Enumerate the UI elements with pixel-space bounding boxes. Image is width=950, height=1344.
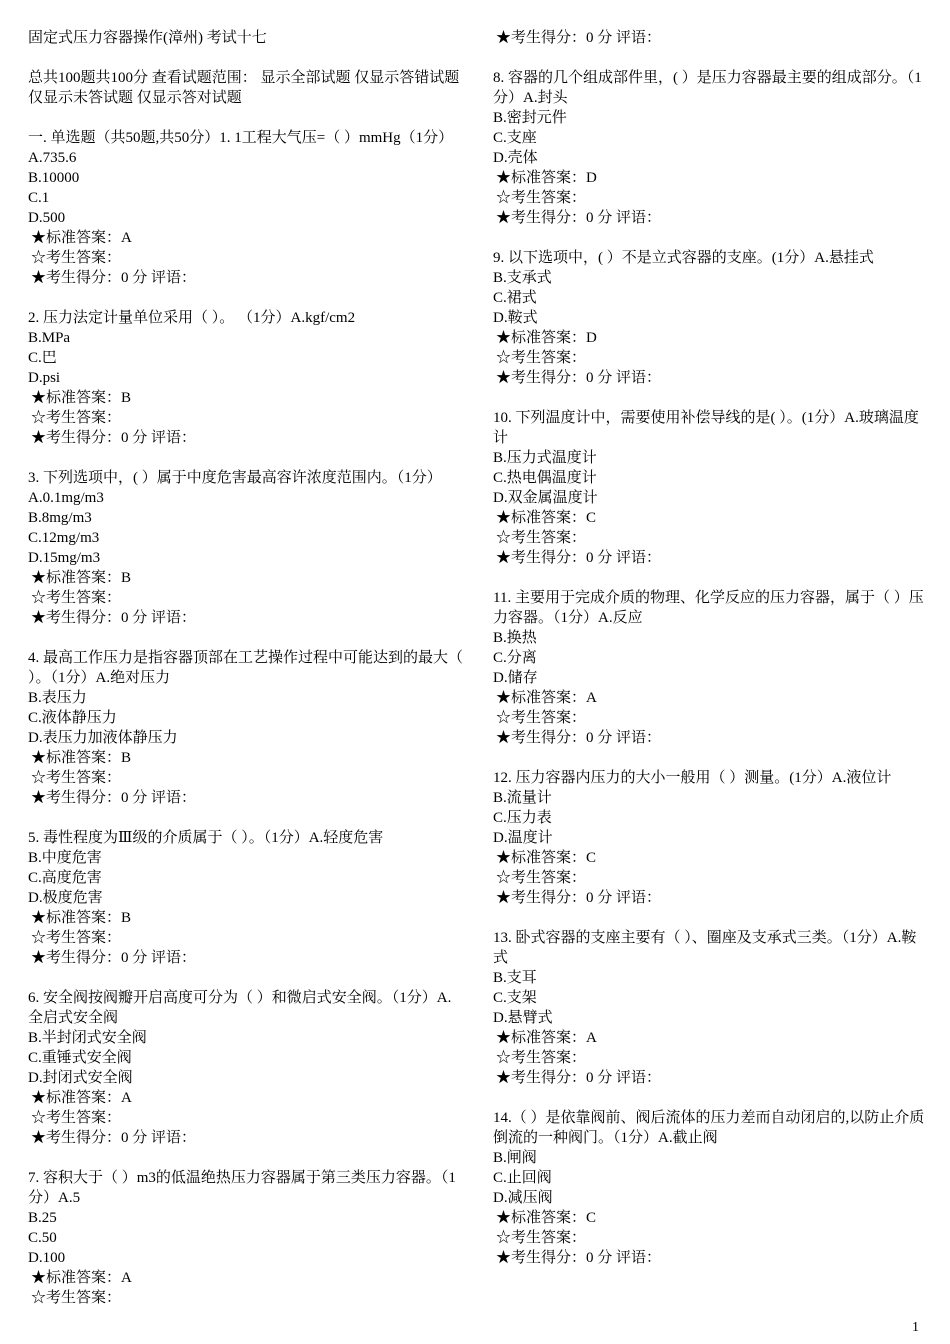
examinee-answer: ☆考生答案：	[31, 250, 122, 266]
question-item	[28, 828, 464, 968]
option: C.压力表	[493, 810, 552, 826]
option: C.1	[28, 190, 50, 206]
score-summary-filter: 总共100题共100分 查看试题范围： 显示全部试题 仅显示答错试题 仅显示未答试题 仅显示答对试题	[28, 70, 460, 106]
examinee-answer: ☆考生答案：	[31, 410, 122, 426]
option: D.psi	[28, 370, 61, 386]
standard-answer: ★标准答案：A	[31, 230, 132, 246]
examinee-score: ★考生得分：0 分 评语：	[496, 210, 662, 226]
examinee-answer: ☆考生答案：	[31, 1290, 122, 1306]
question-stem: 8. 容器的几个组成部件里，( ）是压力容器最主要的组成部分。（1分）A.封头	[493, 70, 922, 106]
option: B.流量计	[493, 790, 552, 806]
option: D.鞍式	[493, 310, 538, 326]
examinee-score: ★考生得分：0 分 评语：	[31, 270, 197, 286]
option: B.压力式温度计	[493, 450, 597, 466]
examinee-score: ★考生得分：0 分 评语：	[31, 790, 197, 806]
question-item	[493, 1108, 930, 1268]
question-stem: 2. 压力法定计量单位采用（ ）。 （1分）A.kgf/cm2	[28, 310, 356, 326]
option: C.裙式	[493, 290, 537, 306]
option: C.分离	[493, 650, 537, 666]
option: D.表压力加液体静压力	[28, 730, 178, 746]
examinee-answer: ☆考生答案：	[496, 1050, 587, 1066]
option: D.悬臂式	[493, 1010, 553, 1026]
question-stem: 1. 1工程大气压=（ ）mmHg（1分）A.735.6	[28, 130, 454, 166]
option: D.储存	[493, 670, 538, 686]
section-heading-and-q1	[28, 128, 464, 168]
standard-answer: ★标准答案：A	[31, 1090, 132, 1106]
examinee-score: ★考生得分：0 分 评语：	[496, 30, 662, 46]
option: B.8mg/m3	[28, 510, 92, 526]
option: C.支座	[493, 130, 537, 146]
option: D.500	[28, 210, 66, 226]
question-item	[493, 408, 930, 568]
option: B.25	[28, 1210, 57, 1226]
option: B.支耳	[493, 970, 537, 986]
option: B.MPa	[28, 330, 71, 346]
standard-answer: ★标准答案：A	[496, 690, 597, 706]
examinee-answer: ☆考生答案：	[31, 590, 122, 606]
examinee-score: ★考生得分：0 分 评语：	[31, 950, 197, 966]
option: D.温度计	[493, 830, 553, 846]
option: D.极度危害	[28, 890, 103, 906]
question-item	[28, 988, 464, 1148]
examinee-answer: ☆考生答案：	[496, 190, 587, 206]
option: C.高度危害	[28, 870, 102, 886]
option: C.12mg/m3	[28, 530, 100, 546]
option: B.换热	[493, 630, 537, 646]
standard-answer: ★标准答案：A	[31, 1270, 132, 1286]
option: C.液体静压力	[28, 710, 117, 726]
examinee-score: ★考生得分：0 分 评语：	[496, 370, 662, 386]
examinee-score: ★考生得分：0 分 评语：	[496, 890, 662, 906]
question-stem: 13. 卧式容器的支座主要有（ ）、圈座及支承式三类。（1分）A.鞍式	[493, 930, 917, 966]
option: B.表压力	[28, 690, 87, 706]
question-item	[28, 1168, 464, 1308]
question-item	[493, 768, 930, 908]
question-item	[28, 308, 464, 448]
question-stem: 9. 以下选项中，( ）不是立式容器的支座。(1分）A.悬挂式	[493, 250, 874, 266]
option: D.壳体	[493, 150, 538, 166]
standard-answer: ★标准答案：D	[496, 330, 597, 346]
page-number: 1	[912, 1320, 919, 1335]
document-title: 固定式压力容器操作(漳州) 考试十七	[28, 30, 267, 46]
standard-answer: ★标准答案：B	[31, 390, 132, 406]
question-item	[28, 468, 464, 628]
examinee-score: ★考生得分：0 分 评语：	[31, 430, 197, 446]
question-stem: 14.（ ）是依靠阀前、阀后流体的压力差而自动闭启的,以防止介质倒流的一种阀门。（1分）A.截止阀	[493, 1110, 925, 1146]
spacer	[28, 108, 464, 128]
standard-answer: ★标准答案：D	[496, 170, 597, 186]
standard-answer: ★标准答案：A	[496, 1030, 597, 1046]
examinee-answer: ☆考生答案：	[496, 530, 587, 546]
standard-answer: ★标准答案：C	[496, 850, 597, 866]
spacer	[28, 48, 464, 68]
question-stem: 3. 下列选项中，( ）属于中度危害最高容许浓度范围内。（1分）A.0.1mg/m3	[28, 470, 442, 506]
option: B.半封闭式安全阀	[28, 1030, 147, 1046]
question-item	[493, 928, 930, 1088]
examinee-answer: ☆考生答案：	[496, 710, 587, 726]
option: B.中度危害	[28, 850, 102, 866]
standard-answer: ★标准答案：B	[31, 750, 132, 766]
question-stem: 7. 容积大于（ ）m3的低温绝热压力容器属于第三类压力容器。（1分）A.5	[28, 1170, 456, 1206]
standard-answer: ★标准答案：C	[496, 510, 597, 526]
question-item	[493, 588, 930, 748]
option: C.巴	[28, 350, 57, 366]
examinee-score: ★考生得分：0 分 评语：	[496, 1250, 662, 1266]
question-stem: 6. 安全阀按阀瓣开启高度可分为（ ）和微启式安全阀。（1分）A.全启式安全阀	[28, 990, 452, 1026]
option: C.50	[28, 1230, 57, 1246]
examinee-answer: ☆考生答案：	[496, 1230, 587, 1246]
examinee-score: ★考生得分：0 分 评语：	[496, 730, 662, 746]
option: C.热电偶温度计	[493, 470, 597, 486]
option: B.10000	[28, 170, 80, 186]
examinee-answer: ☆考生答案：	[31, 1110, 122, 1126]
question-stem: 4. 最高工作压力是指容器顶部在工艺操作过程中可能达到的最大（ ）。（1分）A.绝对压力	[28, 650, 464, 686]
question-item	[493, 248, 930, 388]
question-stem: 12. 压力容器内压力的大小一般用（ ）测量。(1分）A.液位计	[493, 770, 892, 786]
section-heading: 一. 单选题（共50题,共50分）	[28, 130, 220, 146]
option: D.15mg/m3	[28, 550, 101, 566]
option: B.支承式	[493, 270, 552, 286]
examinee-answer: ☆考生答案：	[496, 350, 587, 366]
examinee-score: ★考生得分：0 分 评语：	[496, 550, 662, 566]
question-item	[28, 648, 464, 808]
examinee-score: ★考生得分：0 分 评语：	[496, 1070, 662, 1086]
option: B.密封元件	[493, 110, 567, 126]
standard-answer: ★标准答案：B	[31, 570, 132, 586]
examinee-answer: ☆考生答案：	[496, 870, 587, 886]
option: B.闸阀	[493, 1150, 537, 1166]
examinee-score: ★考生得分：0 分 评语：	[31, 1130, 197, 1146]
right-column	[493, 28, 930, 1268]
examinee-answer: ☆考生答案：	[31, 930, 122, 946]
question-stem: 5. 毒性程度为Ⅲ级的介质属于（ ）。（1分）A.轻度危害	[28, 830, 384, 846]
question-1-body	[28, 168, 464, 288]
standard-answer: ★标准答案：C	[496, 1210, 597, 1226]
option: C.重锤式安全阀	[28, 1050, 132, 1066]
option: D.减压阀	[493, 1190, 553, 1206]
option: D.双金属温度计	[493, 490, 598, 506]
option: C.支架	[493, 990, 537, 1006]
question-stem: 11. 主要用于完成介质的物理、化学反应的压力容器，属于（ ）压力容器。（1分）A.反应	[493, 590, 924, 626]
option: C.止回阀	[493, 1170, 552, 1186]
option: D.封闭式安全阀	[28, 1070, 133, 1086]
examinee-answer: ☆考生答案：	[31, 770, 122, 786]
examinee-score: ★考生得分：0 分 评语：	[31, 610, 197, 626]
left-column	[28, 28, 464, 1308]
question-stem: 10. 下列温度计中，需要使用补偿导线的是( ）。(1分）A.玻璃温度计	[493, 410, 919, 446]
option: D.100	[28, 1250, 66, 1266]
question-item	[493, 68, 930, 228]
standard-answer: ★标准答案：B	[31, 910, 132, 926]
